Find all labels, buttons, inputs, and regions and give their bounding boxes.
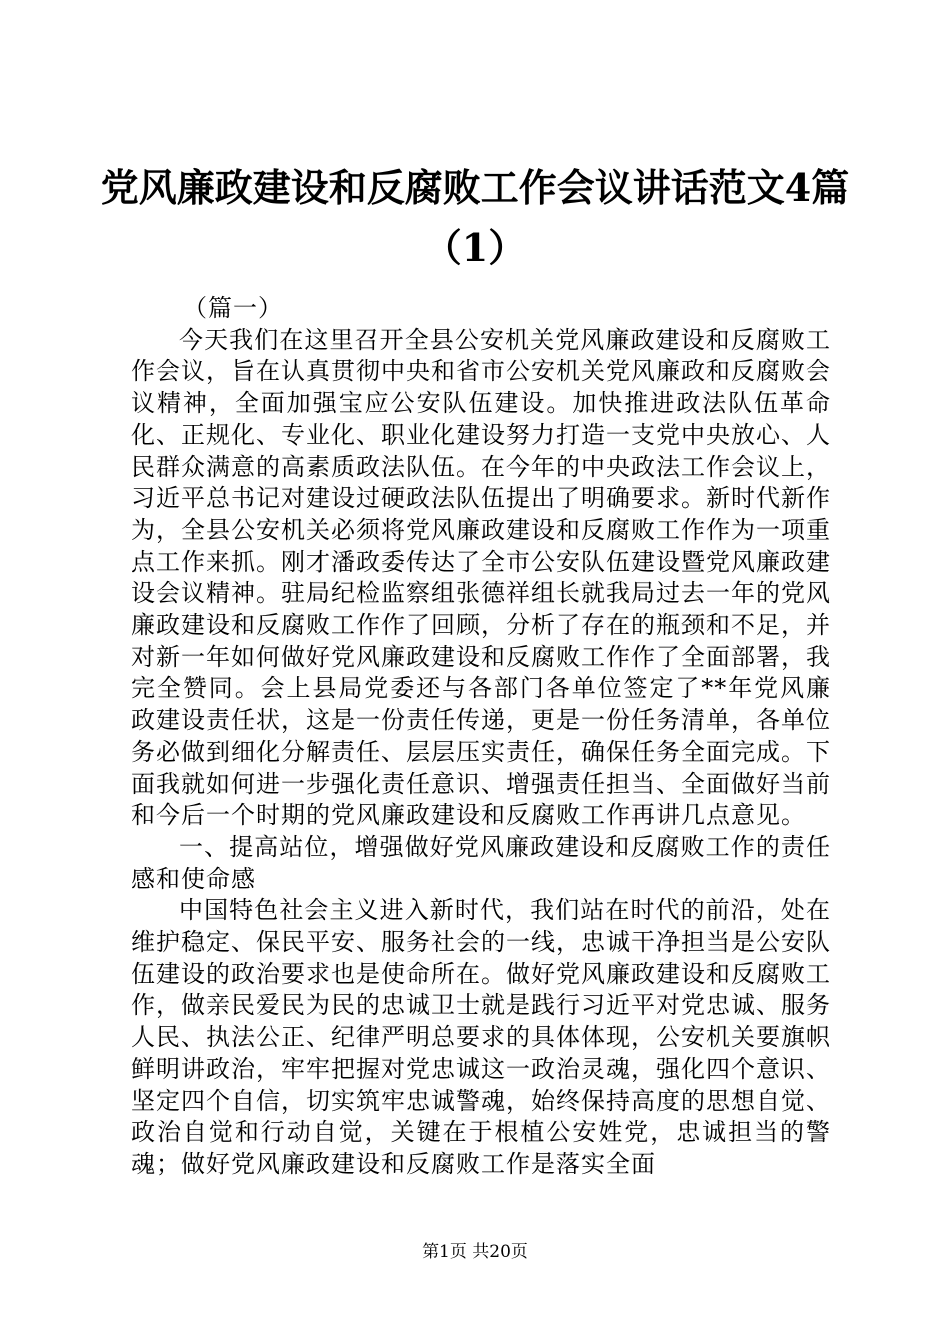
document-title-line1: 党风廉政建设和反腐败工作会议讲话范文4篇	[100, 165, 850, 210]
section-label: （篇一）	[183, 294, 283, 322]
paragraph-intro: 今天我们在这里召开全县公安机关党风廉政建设和反腐败工作会议，旨在认真贯彻中央和省市公安机关党风廉政和反腐败会议精神，全面加强宝应公安队伍建设。加快推进政法队伍革命化、正规化、专业化、职业化建设努力打造一支党中央放心、人民群众满意的高素质政法队伍。在今年的中央政法工作会议上，习近平总书记对建设过硬政法队伍提出了明确要求。新时代新作为，全县公安机关必须将党风廉政建设和反腐败工作作为一项重点工作来抓。刚才潘政委传达了全市公安队伍建设暨党风廉政建设会议精神。驻局纪检监察组张德祥组长就我局过去一年的党风廉政建设和反腐败工作作了回顾，分析了存在的瓶颈和不足，并对新一年如何做好党风廉政建设和反腐败工作作了全面部署，我完全赞同。会上县局党委还与各部门各单位签定了**年党风廉政建设责任状，这是一份责任传递，更是一份任务清单，各单位务必做到细化分解责任、层层压实责任，确保任务全面完成。下面我就如何进一步强化责任意识、增强责任担当、全面做好当前和今后一个时期的党风廉政建设和反腐败工作再讲几点意见。	[131, 325, 831, 830]
document-body	[131, 293, 831, 1181]
document-title-line2: （1）	[423, 225, 527, 270]
page-footer: 第1页 共20页	[422, 1242, 528, 1262]
paragraph-section-one: 中国特色社会主义进入新时代，我们站在时代的前沿，处在维护稳定、保民平安、服务社会的一线，忠诚干净担当是公安队伍建设的政治要求也是使命所在。做好党风廉政建设和反腐败工作，做亲民爱民为民的忠诚卫士就是践行习近平对党忠诚、服务人民、执法公正、纪律严明总要求的具体体现，公安机关要旗帜鲜明讲政治，牢牢把握对党忠诚这一政治灵魂，强化四个意识、坚定四个自信，切实筑牢忠诚警魂，始终保持高度的思想自觉、政治自觉和行动自觉，关键在于根植公安姓党，忠诚担当的警魂；做好党风廉政建设和反腐败工作是落实全面	[131, 896, 831, 1178]
heading-section-one: 一、提高站位，增强做好党风廉政建设和反腐败工作的责任感和使命感	[131, 832, 831, 893]
